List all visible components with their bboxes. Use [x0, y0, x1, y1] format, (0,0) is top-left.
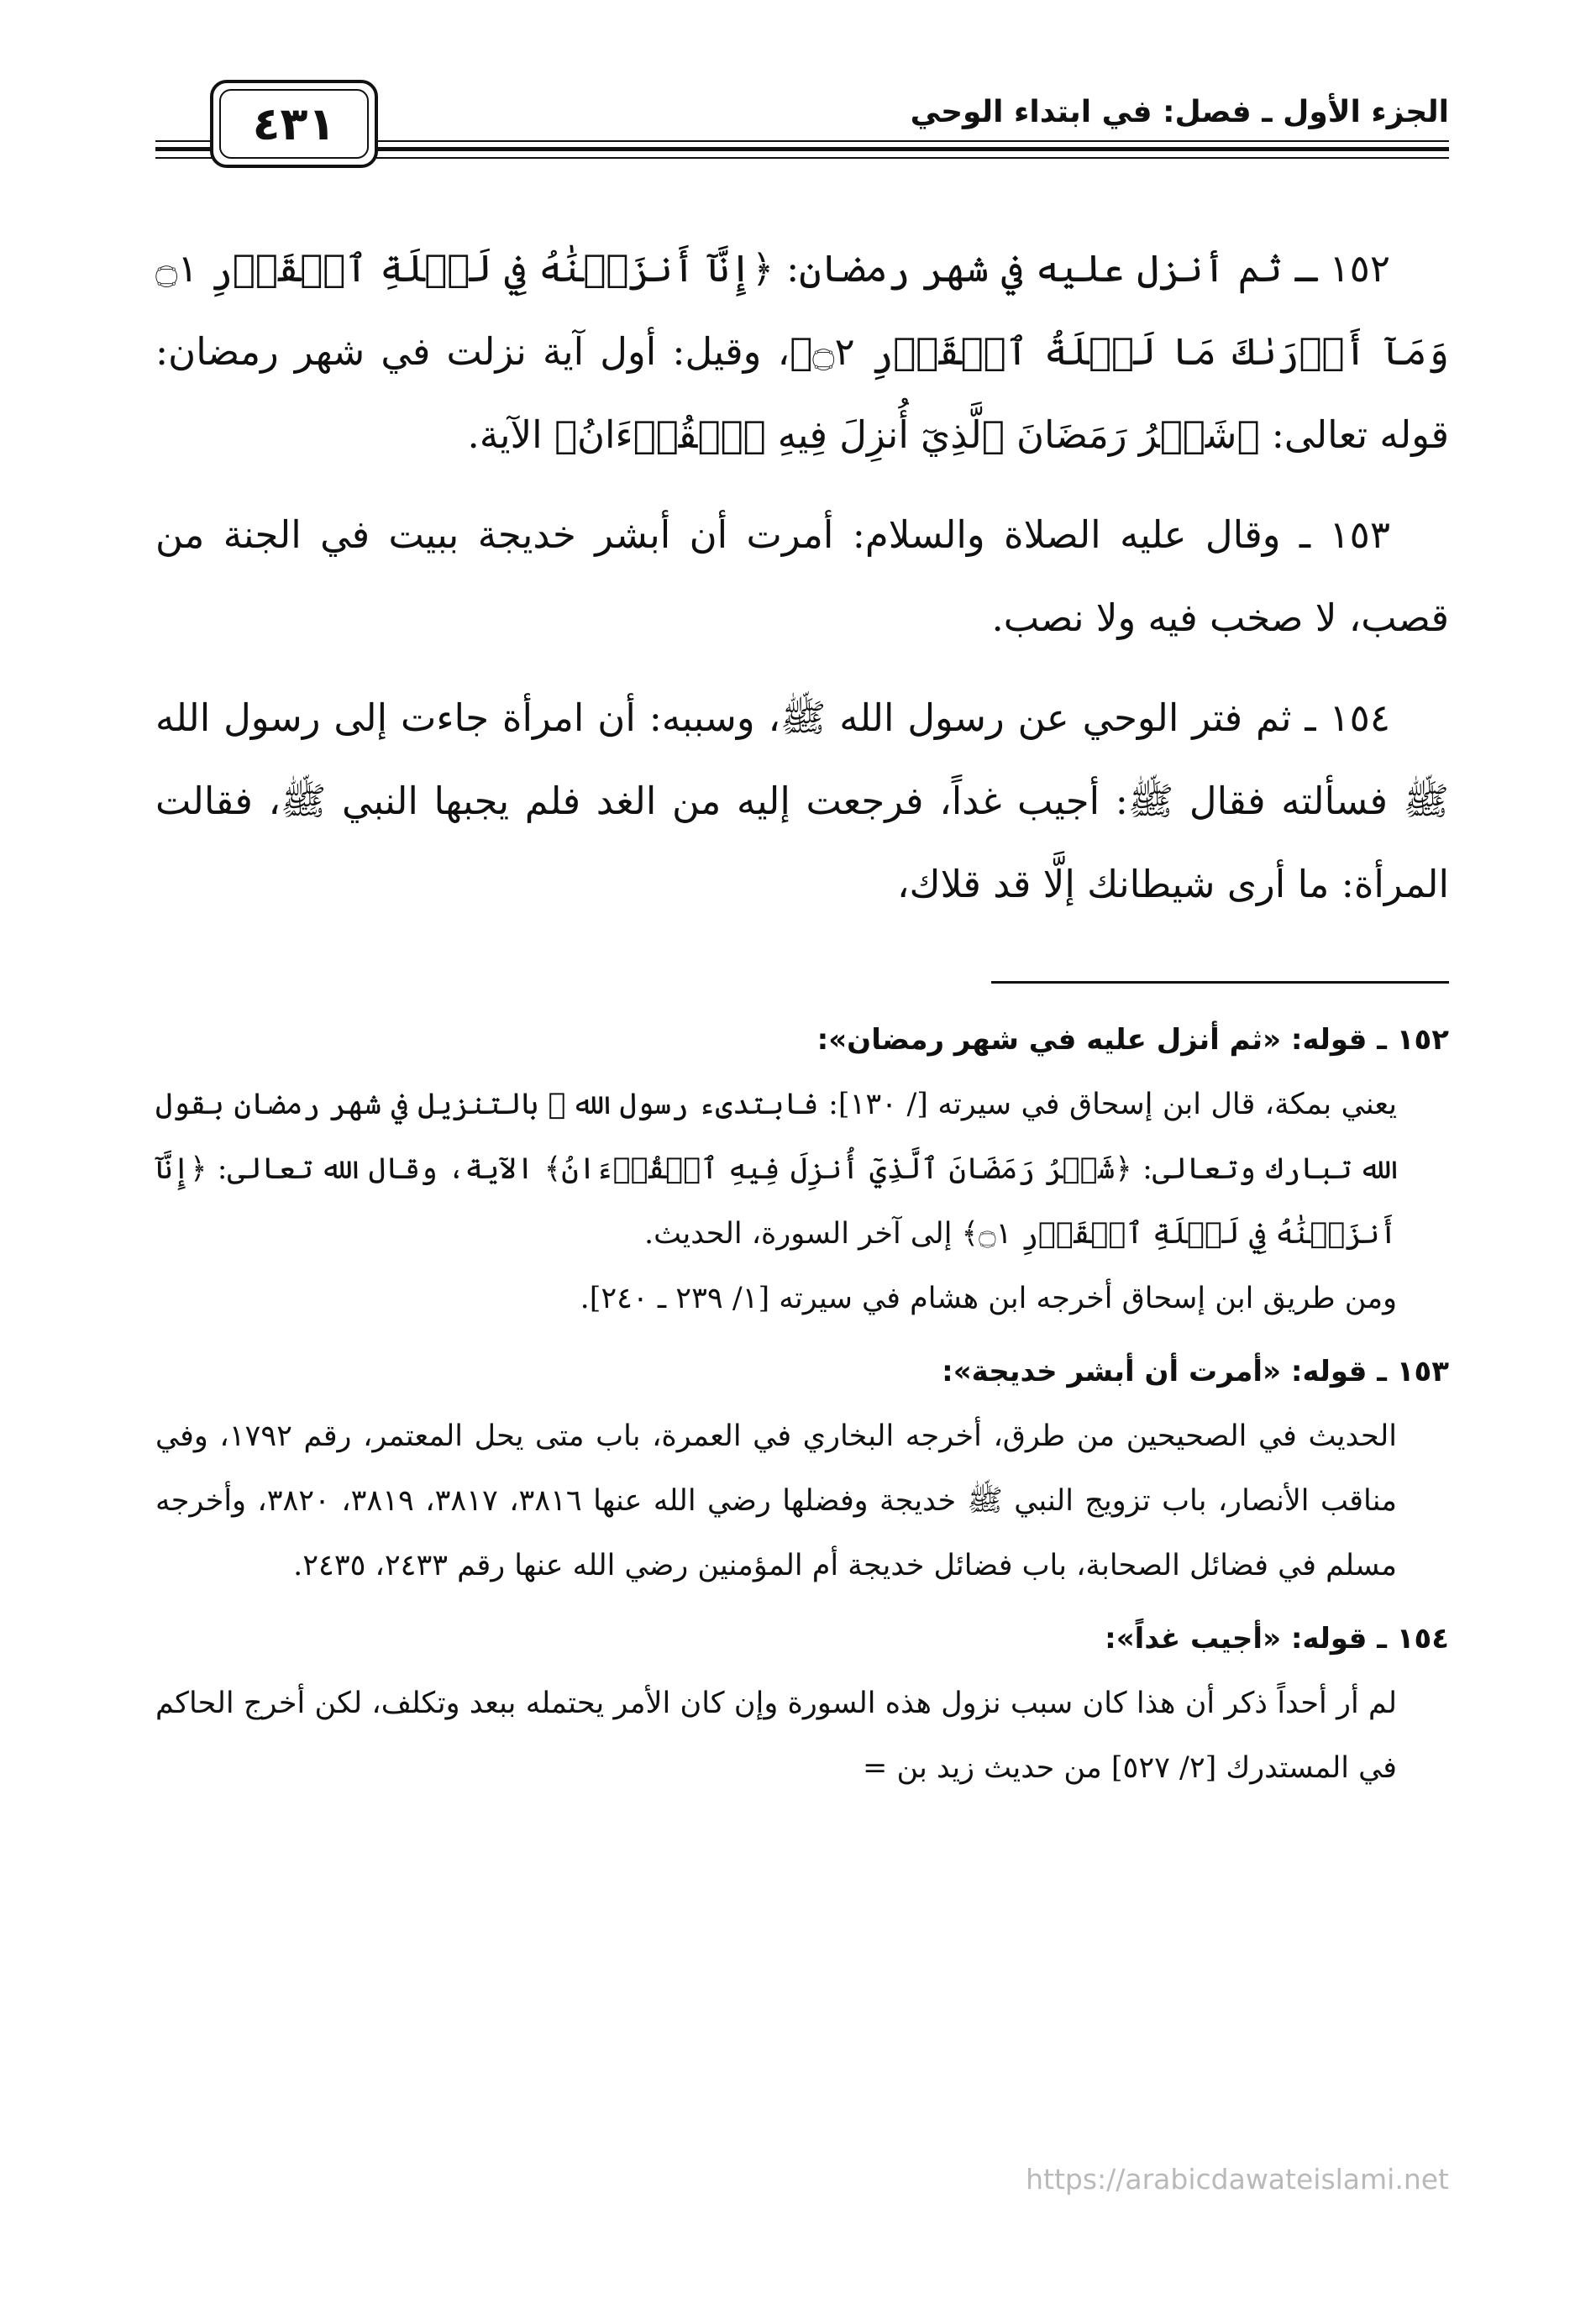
footnote-text: يعني بمكة، قال ابن إسحاق في سيرته [/ ١٣٠]: فابتدىء رسول الله ﷺ بالتنزيل في شهر رمضان بقول الله تبارك وتعالى: ﴿شَهۡرُ رَمَضَانَ ٱلَّذِيٓ أُنزِلَ فِيهِ ٱلۡقُرۡءَانُ﴾ الآية، وقال الله تعالى: ﴿إِنَّآ أَنزَلۡنَٰهُ فِي لَيۡلَةِ ٱلۡقَدۡرِ ۝١﴾ إلى آخر السورة، الحديث.	[155, 1088, 1398, 1251]
footnote-153	[155, 1340, 1449, 1598]
footnote-text: ومن طريق ابن إسحاق أخرجه ابن هشام في سيرته [١/ ٢٣٩ ـ ٢٤٠].	[580, 1282, 1397, 1315]
footnote-heading: ١٥٣ ـ قوله: «أمرت أن أبشر خديجة»:	[942, 1355, 1449, 1388]
paragraph-153: ١٥٣ ـ وقال عليه الصلاة والسلام: أمرت أن أبشر خديجة ببيت في الجنة من قصب، لا صخب فيه ولا نصب.	[155, 512, 1449, 640]
running-header	[155, 80, 1449, 181]
footnote-heading: ١٥٤ ـ قوله: «أجيب غداً»:	[1105, 1622, 1449, 1656]
footnote-body	[155, 1671, 1397, 1801]
footnote-divider	[991, 981, 1449, 984]
page-number: ٤٣١	[219, 89, 369, 159]
main-text	[155, 227, 1449, 926]
paragraph-154: ١٥٤ ـ ثم فتر الوحي عن رسول الله ﷺ، وسببه: أن امرأة جاءت إلى رسول الله ﷺ فسألته فقال ﷺ: أجيب غداً، فرجعت إليه من الغد فلم يجبها النبي ﷺ، فقالت المرأة: ما أرى شيطانك إلَّا قد قلاك،	[155, 695, 1449, 906]
footnote-154	[155, 1607, 1449, 1801]
footnote-body	[155, 1404, 1397, 1598]
footnote-text: لم أر أحداً ذكر أن هذا كان سبب نزول هذه السورة وإن كان الأمر يحتمله ببعد وتكلف، لكن أخرج الحاكم في المستدرك [٢/ ٥٢٧] من حديث زيد بن =	[155, 1687, 1397, 1785]
chapter-title: الجزء الأول ـ فصل: في ابتداء الوحي	[910, 95, 1449, 129]
paragraph-152: ١٥٢ ـ ثم أنزل عليه في شهر رمضان: ﴿إِنَّآ أَنزَلۡنَٰهُ فِي لَيۡلَةِ ٱلۡقَدۡرِ ۝١ وَمَآ أَدۡرَىٰكَ مَا لَيۡلَةُ ٱلۡقَدۡرِ ۝٢﴾، وقيل: أول آية نزلت في شهر رمضان: قوله تعالى: ﴿شَهۡرُ رَمَضَانَ ٱلَّذِيٓ أُنزِلَ فِيهِ ٱلۡقُرۡءَانُ﴾ الآية.	[155, 246, 1449, 457]
footnote-heading: ١٥٢ ـ قوله: «ثم أنزل عليه في شهر رمضان»:	[816, 1023, 1449, 1057]
footnote-152	[155, 1008, 1449, 1331]
footnote-body	[155, 1073, 1397, 1331]
footnotes	[155, 1008, 1449, 1809]
source-watermark: https://arabicdawateislami.net	[1026, 2163, 1449, 2196]
page-number-badge	[210, 80, 378, 168]
footnote-text: الحديث في الصحيحين من طرق، أخرجه البخاري في العمرة، باب متى يحل المعتمر، رقم ١٧٩٢، وفي مناقب الأنصار، باب تزويج النبي ﷺ خديجة وفضلها رضي الله عنها ٣٨١٦، ٣٨١٧، ٣٨١٩، ٣٨٢٠، وأخرجه مسلم في فضائل الصحابة، باب فضائل خديجة أم المؤمنين رضي الله عنها رقم ٢٤٣٣، ٢٤٣٥.	[155, 1420, 1398, 1582]
